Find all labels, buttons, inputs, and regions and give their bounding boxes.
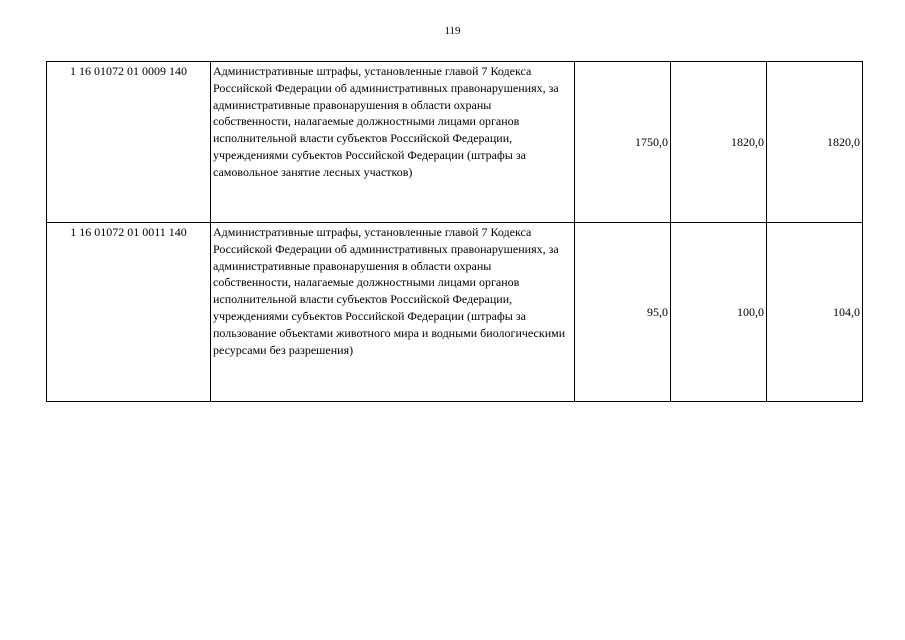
amount-cell-year-3: 104,0: [767, 223, 863, 402]
amount-cell-year-2: 1820,0: [671, 62, 767, 223]
table-row: [47, 223, 863, 402]
budget-code-cell: 1 16 01072 01 0009 140: [47, 62, 211, 223]
budget-code-cell: 1 16 01072 01 0011 140: [47, 223, 211, 402]
amount-cell-year-3: 1820,0: [767, 62, 863, 223]
amount-cell-year-1: 1750,0: [575, 62, 671, 223]
table-row: [47, 62, 863, 223]
page-number: 119: [444, 25, 461, 37]
amount-cell-year-2: 100,0: [671, 223, 767, 402]
description-cell: Административные штрафы, установленные главой 7 Кодекса Российской Федерации об административных правонарушениях, за административные правонарушения в области охраны собственности, налагаемые должностными лицами органов исполнительной власти субъектов Российской Федерации, учреждениями субъектов Российской Федерации (штрафы за пользование объектами животного мира и водными биологическими ресурсами без разрешения): [211, 223, 575, 402]
description-cell: Административные штрафы, установленные главой 7 Кодекса Российской Федерации об административных правонарушениях, за административные правонарушения в области охраны собственности, налагаемые должностными лицами органов исполнительной власти субъектов Российской Федерации, учреждениями субъектов Российской Федерации (штрафы за самовольное занятие лесных участков): [211, 62, 575, 223]
amount-cell-year-1: 95,0: [575, 223, 671, 402]
budget-table: [46, 61, 863, 402]
